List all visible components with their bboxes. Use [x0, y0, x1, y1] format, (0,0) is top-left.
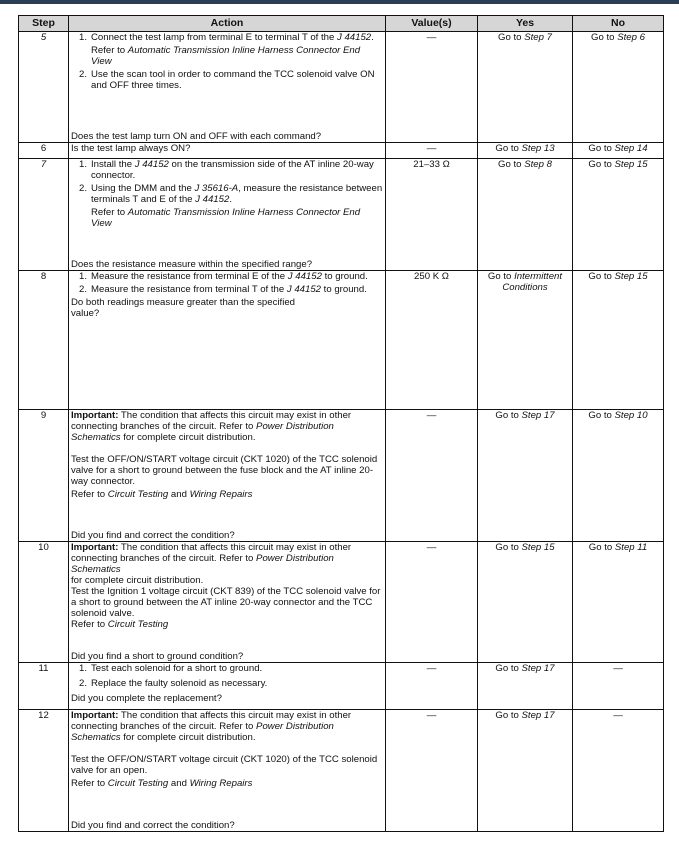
step-number: 10 [19, 542, 69, 663]
yes-cell: Go to Intermittent Conditions [478, 271, 573, 410]
value-cell: 250 K Ω [386, 271, 478, 410]
diagnostic-table [18, 15, 664, 832]
yes-cell: Go to Step 15 [478, 542, 573, 663]
no-cell: Go to Step 10 [573, 410, 664, 542]
header-yes: Yes [478, 16, 573, 32]
action-cell: 1. Install the J 44152 on the transmission side of the AT inline 20-way connector. 2. Using the DMM and the J 35616-A, measure the resistance between terminals T and E of the J 44152. Refer to Automatic Transmission Inline Harness Connector End View Does the resistance measure within the specified range? [69, 159, 386, 271]
step-number: 8 [19, 271, 69, 410]
no-cell: Go to Step 14 [573, 143, 664, 159]
value-cell: 21–33 Ω [386, 159, 478, 271]
header-no: No [573, 16, 664, 32]
step-number: 7 [19, 159, 69, 271]
no-cell: Go to Step 15 [573, 271, 664, 410]
no-cell: Go to Step 6 [573, 32, 664, 143]
no-cell: Go to Step 15 [573, 159, 664, 271]
header-step: Step [19, 16, 69, 32]
table-row-step-6 [19, 143, 664, 159]
table-row-step-12 [19, 710, 664, 832]
step-number: 12 [19, 710, 69, 832]
table-row-step-10 [19, 542, 664, 663]
yes-cell: Go to Step 17 [478, 410, 573, 542]
yes-cell: Go to Step 17 [478, 710, 573, 832]
yes-cell: Go to Step 7 [478, 32, 573, 143]
action-cell: 1. Measure the resistance from terminal E of the J 44152 to ground. 2. Measure the resistance from terminal T of the J 44152 to ground. Do both readings measure greater than the specified value? [69, 271, 386, 410]
question: Did you find a short to ground condition? [71, 651, 244, 662]
header-action: Action [69, 16, 386, 32]
value-cell: — [386, 32, 478, 143]
step-number: 11 [19, 663, 69, 710]
yes-cell: Go to Step 17 [478, 663, 573, 710]
step-number: 9 [19, 410, 69, 542]
table-row-step-5 [19, 32, 664, 143]
question: Does the test lamp turn ON and OFF with each command? [71, 131, 322, 142]
header-row [19, 16, 664, 32]
no-cell: Go to Step 11 [573, 542, 664, 663]
action-cell: Important: The condition that affects this circuit may exist in other connecting branches of the circuit. Refer to Power Distribution Schematics for complete circuit distribution. Test the OFF/ON/START voltage circuit (CKT 1020) of the TCC solenoid valve for a short to ground between the fuse block and the AT inline 20-way connector. Refer to Circuit Testing and Wiring Repairs Did you find and correct the condition? [69, 410, 386, 542]
question: Did you find and correct the condition? [71, 530, 235, 541]
step-number: 5 [19, 32, 69, 143]
table-row-step-9 [19, 410, 664, 542]
question: Did you complete the replacement? [71, 693, 222, 704]
question: Does the resistance measure within the specified range? [71, 259, 313, 270]
question: Did you find and correct the condition? [71, 820, 235, 831]
table-row-step-7 [19, 159, 664, 271]
header-values: Value(s) [386, 16, 478, 32]
value-cell: — [386, 710, 478, 832]
step-number: 6 [19, 143, 69, 159]
top-border-bar [0, 0, 679, 4]
value-cell: — [386, 143, 478, 159]
yes-cell: Go to Step 8 [478, 159, 573, 271]
question: Do both readings measure greater than the specified value? [71, 297, 295, 319]
action-cell: Important: The condition that affects this circuit may exist in other connecting branches of the circuit. Refer to Power Distribution Schematics for complete circuit distribution. Test the Ignition 1 voltage circuit (CKT 839) of the TCC solenoid valve for a short to ground between the AT inline 20-way connector and the TCC solenoid valve. Refer to Circuit Testing Did you find a short to ground condition? [69, 542, 386, 663]
value-cell: — [386, 542, 478, 663]
action-cell: 1. Test each solenoid for a short to ground. 2. Replace the faulty solenoid as necessary. Did you complete the replacement? [69, 663, 386, 710]
action-cell: Is the test lamp always ON? [69, 143, 386, 159]
no-cell: — [573, 663, 664, 710]
action-cell: 1. Connect the test lamp from terminal E to terminal T of the J 44152. Refer to Automatic Transmission Inline Harness Connector End View 2. Use the scan tool in order to command the TCC solenoid valve ON and OFF three times. Does the test lamp turn ON and OFF with each command? [69, 32, 386, 143]
value-cell: — [386, 663, 478, 710]
value-cell: — [386, 410, 478, 542]
table-row-step-11 [19, 663, 664, 710]
yes-cell: Go to Step 13 [478, 143, 573, 159]
action-cell: Important: The condition that affects this circuit may exist in other connecting branches of the circuit. Refer to Power Distribution Schematics for complete circuit distribution. Test the OFF/ON/START voltage circuit (CKT 1020) of the TCC solenoid valve for an open. Refer to Circuit Testing and Wiring Repairs Did you find and correct the condition? [69, 710, 386, 832]
no-cell: — [573, 710, 664, 832]
table-row-step-8 [19, 271, 664, 410]
